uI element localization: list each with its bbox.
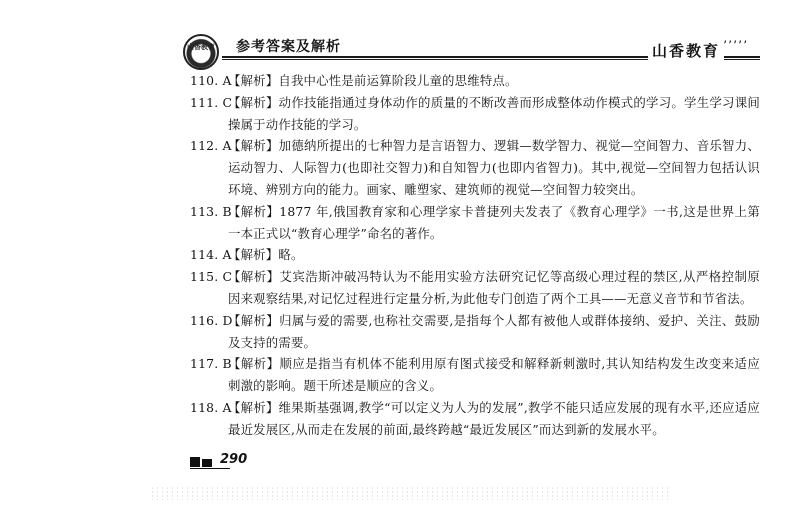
brand-ticks: ’’’’’ [722, 40, 748, 51]
answer-entry-111 [190, 92, 760, 136]
analysis-tag: 【解析】 [228, 138, 279, 154]
answer-number: 117. B [190, 356, 232, 372]
page-header [0, 0, 800, 72]
answer-entry-116 [190, 310, 760, 354]
answer-list [190, 70, 760, 441]
brand-name: 山香教育 [648, 40, 724, 61]
answer-number: 111. C [190, 94, 233, 110]
answer-text: 顺应是指当有机体不能利用原有图式接受和解释新刺激时,其认知结构发生改变来适应刺激的影响。题干所述是顺应的含义。 [228, 356, 760, 394]
page-marker-icon [190, 457, 212, 467]
answer-number: 118. A [190, 399, 232, 415]
analysis-tag: 【解析】 [228, 356, 280, 372]
answer-text: 维果斯基强调,教学“可以定义为人为的发展”,教学不能只适应发展的现有水平,还应适应最近发展区,从而走在发展的前面,最终跨越“最近发展区”而达到新的发展水平。 [228, 399, 760, 437]
answer-entry-115 [190, 266, 760, 310]
page-number: 290 [220, 452, 248, 467]
answer-number: 114. A [190, 247, 232, 263]
answer-text: 1877 年,俄国教育家和心理学家卡普捷列夫发表了《教育心理学》一书,这是世界上第一本正式以“教育心理学”命名的著作。 [228, 203, 760, 241]
analysis-tag: 【解析】 [228, 269, 280, 285]
answer-entry-118 [190, 397, 760, 441]
logo-text: 山香教育 [187, 43, 215, 51]
answer-entry-117 [190, 353, 760, 397]
answer-number: 113. B [190, 203, 232, 219]
answer-text: 归属与爱的需要,也称社交需要,是指每个人都有被他人或群体接纳、爱护、关注、鼓励及支持的需要。 [228, 312, 760, 350]
analysis-tag: 【解析】 [228, 203, 280, 219]
publisher-logo [183, 34, 219, 70]
answer-text: 略。 [278, 247, 304, 263]
analysis-tag: 【解析】 [228, 73, 279, 88]
analysis-tag: 【解析】 [228, 247, 279, 263]
answer-number: 115. C [190, 269, 233, 285]
answer-number: 110. A [190, 73, 232, 88]
answer-entry-114 [190, 244, 760, 266]
analysis-tag: 【解析】 [228, 312, 280, 328]
answer-entry-113 [190, 201, 760, 245]
answer-entry-110 [190, 70, 760, 92]
answer-entry-112 [190, 135, 760, 200]
analysis-tag: 【解析】 [228, 399, 279, 415]
answer-text: 动作技能指通过身体动作的质量的不断改善而形成整体动作模式的学习。学生学习课间操属于动作技能的学习。 [228, 94, 760, 132]
page-title: 参考答案及解析 [236, 39, 341, 55]
answer-text: 艾宾浩斯冲破冯特认为不能用实验方法研究记忆等高级心理过程的禁区,从严格控制原因来观察结果,对记忆过程进行定量分析,为此他专门创造了两个工具——无意义音节和节省法。 [228, 269, 760, 306]
scan-noise [150, 486, 670, 500]
answer-text: 自我中心性是前运算阶段儿童的思维特点。 [278, 73, 518, 88]
analysis-tag: 【解析】 [228, 94, 279, 110]
answer-text: 加德纳所提出的七种智力是言语智力、逻辑—数学智力、视觉—空间智力、音乐智力、运动智力、人际智力(也即社交智力)和自知智力(也即内省智力)。其中,视觉—空间智力包括认识环境、辨别方向的能力。画家、雕塑家、建筑师的视觉—空间智力较突出。 [228, 138, 760, 197]
answer-number: 116. D [190, 312, 233, 328]
answer-number: 112. A [190, 138, 232, 154]
